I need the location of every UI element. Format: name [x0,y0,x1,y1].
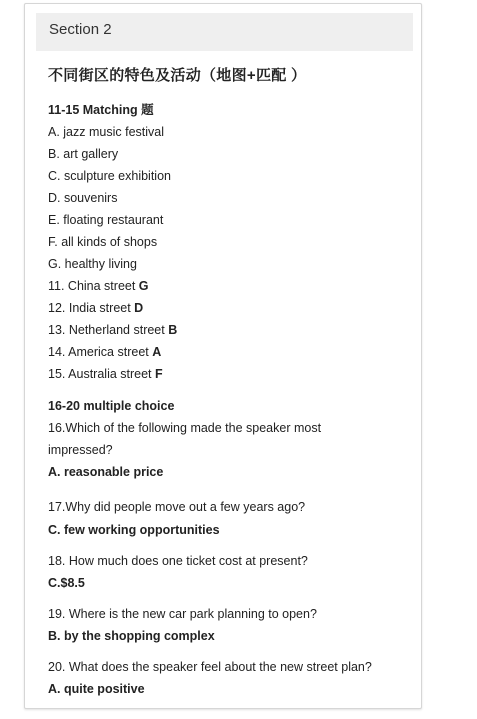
question-text: 20. What does the speaker feel about the new street plan? [48,660,372,674]
question-text: impressed? [48,443,113,457]
section-header [36,13,413,51]
answer-card [24,3,422,709]
section-title: Section 2 [49,21,112,38]
mc-heading: 16-20 multiple choice [48,399,175,413]
matching-answer-row [48,322,177,338]
matching-option: F. all kinds of shops [48,235,158,249]
section-subtitle: 不同街区的特色及活动（地图+匹配 ） [48,67,307,84]
matching-option: C. sculpture exhibition [48,169,171,183]
answer-text: B. by the shopping complex [48,629,215,643]
matching-question: 15. Australia street [48,367,156,381]
matching-answer: G [138,279,149,293]
answer-text: A. quite positive [48,682,145,696]
matching-option: A. jazz music festival [48,125,165,139]
matching-question: 14. America street [48,345,153,359]
answer-text: C.$8.5 [48,576,85,590]
matching-question: 13. Netherland street [48,323,169,337]
question-text: 19. Where is the new car park planning to open? [48,607,317,621]
matching-question: 12. India street [48,301,135,315]
matching-answer: B [168,323,178,337]
matching-answer-row [48,366,163,382]
question-text: 18. How much does one ticket cost at present? [48,554,308,568]
answer-text: A. reasonable price [48,465,164,479]
matching-question: 11. China street [48,279,139,293]
matching-answer: A [152,345,162,359]
matching-answer-row [48,344,161,360]
question-text: 16.Which of the following made the speaker most [48,421,322,435]
matching-option: B. art gallery [48,147,119,161]
matching-answer-row [48,278,149,294]
answer-text: C. few working opportunities [48,523,220,537]
matching-option: D. souvenirs [48,191,118,205]
matching-answer: F [155,367,163,381]
matching-heading: 11-15 Matching 题 [48,103,154,117]
matching-answer-row [48,300,143,316]
matching-option: G. healthy living [48,257,137,271]
matching-option: E. floating restaurant [48,213,164,227]
question-text: 17.Why did people move out a few years ago? [48,500,306,514]
matching-answer: D [134,301,144,315]
